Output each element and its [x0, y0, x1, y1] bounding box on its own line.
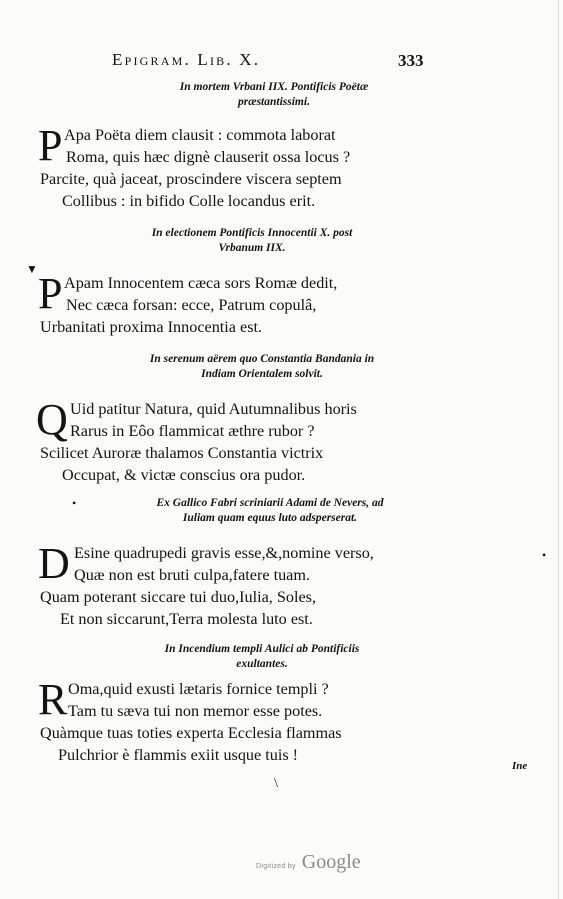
running-title: Epigram. Lib. X. — [112, 50, 261, 69]
verse-line: Urbanitati proxima Innocentia est. — [40, 318, 263, 336]
verse-line: Esine quadrupedi gravis esse,&,nomine verso, — [74, 544, 374, 562]
watermark-prefix: Digitized by — [256, 863, 296, 870]
running-head — [0, 50, 563, 72]
epigram-heading — [52, 226, 452, 256]
catchword: Ine — [512, 760, 528, 772]
heading-line: Indiam Orientalem solvit. — [201, 368, 323, 380]
heading-line: In serenum aërem quo Constantia Bandania in — [149, 353, 375, 365]
verse-line: Roma, quis hæc dignè clauserit ossa locus ? — [66, 148, 351, 166]
margin-mark: • — [72, 496, 77, 510]
verse-line: Quam poterant siccare tui duo,Iulia, Soles, — [40, 588, 317, 606]
heading-line: Iuliam quam equus luto adsperserat. — [182, 512, 358, 524]
margin-mark: • — [542, 548, 547, 562]
verse-line: Quæ non est bruti culpa,fatere tuam. — [74, 566, 310, 584]
verse-line: Rarus in Eôo flammicat æthre rubor ? — [70, 422, 315, 440]
heading-line: Vrbanum IIX. — [218, 242, 286, 254]
verse-line: Uid patitur Natura, quid Autumnalibus horis — [70, 400, 357, 418]
epigram-heading — [84, 80, 464, 110]
verse-line: Tam tu sæva tui non memor esse potes. — [68, 702, 323, 720]
epigram-heading — [70, 496, 470, 526]
page-number: 333 — [398, 51, 424, 70]
watermark-brand: Google — [301, 851, 361, 873]
drop-cap: P — [38, 269, 63, 318]
verse-line: Et non siccarunt,Terra molesta luto est. — [60, 610, 313, 628]
heading-line: exultantes. — [236, 658, 288, 670]
heading-line: Ex Gallico Fabri scriniarii Adami de Nevers, ad — [156, 497, 384, 509]
verse-line: Scilicet Auroræ thalamos Constantia victrix — [40, 444, 324, 462]
heading-line: In electionem Pontificis Innocentii X. post — [151, 227, 353, 239]
verse-line: Collibus : in bifido Colle locandus erit. — [62, 192, 316, 210]
heading-line: In Incendium templi Aulici ab Pontificiis — [164, 643, 360, 655]
drop-cap: D — [38, 539, 70, 588]
drop-cap: Q — [36, 395, 68, 444]
verse-line: Pulchrior è flammis exiit usque tuis ! — [58, 746, 299, 764]
epigram-heading — [72, 352, 452, 382]
verse-line: Occupat, & victæ conscius ora pudor. — [62, 466, 306, 484]
drop-cap: R — [38, 675, 68, 724]
verse-line: Apa Poëta diem clausit : commota laborat — [64, 126, 336, 144]
page-edge — [558, 0, 559, 899]
verse-line: Parcite, quà jaceat, proscindere viscera septem — [40, 170, 342, 188]
verse-line: Quàmque tuas toties experta Ecclesia flammas — [40, 724, 342, 742]
digitization-watermark — [256, 851, 361, 874]
verse-line: Nec cæca forsan: ecce, Patrum copulâ, — [66, 296, 317, 314]
margin-mark: \ — [274, 776, 278, 791]
heading-line: In mortem Vrbani IIX. Pontificis Poëtæ — [179, 81, 369, 93]
drop-cap: P — [38, 121, 63, 170]
margin-mark: ▼ — [26, 262, 38, 276]
heading-line: præstantissimi. — [238, 96, 310, 108]
verse-line: Oma,quid exusti lætaris fornice templi ? — [68, 680, 329, 698]
epigram-heading — [52, 642, 472, 672]
verse-line: Apam Innocentem cæca sors Romæ dedit, — [64, 274, 338, 292]
